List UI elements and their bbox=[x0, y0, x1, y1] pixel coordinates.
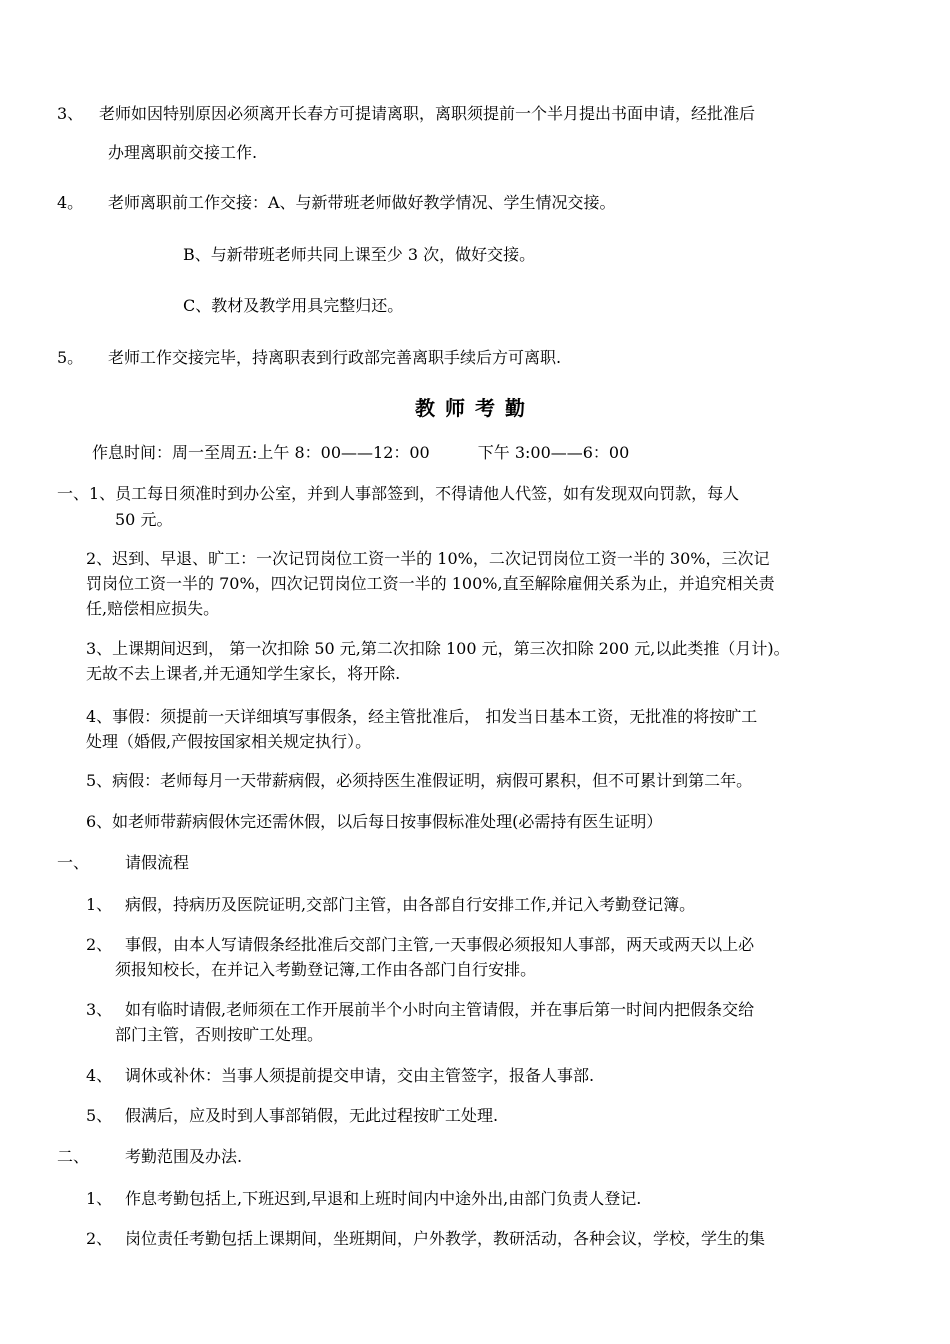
rule-5: 5、病假：老师每月一天带薪病假，必须持医生准假证明，病假可累积，但不可累计到第二年。 bbox=[86, 771, 753, 790]
scope-number: 二、 bbox=[57, 1147, 90, 1166]
leave-process-number: 一、 bbox=[57, 853, 90, 872]
item-5-number: 5。 bbox=[57, 348, 84, 367]
rule-4-line2: 处理（婚假,产假按国家相关规定执行）。 bbox=[86, 732, 372, 751]
leave-step-1-number: 1、 bbox=[86, 895, 113, 914]
rule-3-line1: 3、上课期间迟到， 第一次扣除 50 元,第二次扣除 100 元，第三次扣除 200 元,以此类推（月计)。 bbox=[86, 639, 790, 658]
rule-2-line1: 2、迟到、早退、旷工：一次记罚岗位工资一半的 10%，二次记罚岗位工资一半的 30%，三次记 bbox=[86, 549, 770, 568]
leave-step-2-line2: 须报知校长，在并记入考勤登记簿,工作由各部门自行安排。 bbox=[115, 960, 537, 979]
leave-step-2-line1: 事假，由本人写请假条经批准后交部门主管,一天事假必须报知人事部，两天或两天以上必 bbox=[125, 935, 755, 954]
item-5-text: 老师工作交接完毕，持离职表到行政部完善离职手续后方可离职. bbox=[108, 348, 562, 367]
leave-step-4: 调休或补休：当事人须提前提交申请，交由主管签字，报备人事部. bbox=[125, 1066, 595, 1085]
rule-2-line2: 罚岗位工资一半的 70%，四次记罚岗位工资一半的 100%,直至解除雇佣关系为止，并追究相关责 bbox=[86, 574, 775, 593]
rule-6: 6、如老师带薪病假休完还需休假，以后每日按事假标准处理(必需持有医生证明） bbox=[86, 812, 663, 831]
leave-step-3-number: 3、 bbox=[86, 1000, 113, 1019]
leave-step-5-number: 5、 bbox=[86, 1106, 113, 1125]
item-3-number: 3、 bbox=[57, 104, 84, 123]
section-title: 教师考勤 bbox=[415, 396, 535, 420]
rule-1-line2: 50 元。 bbox=[115, 510, 173, 529]
scope-item-1: 作息考勤包括上,下班迟到,早退和上班时间内中途外出,由部门负责人登记. bbox=[125, 1189, 642, 1208]
leave-step-3-line2: 部门主管，否则按旷工处理。 bbox=[115, 1025, 324, 1044]
item-3-text-line1: 老师如因特别原因必须离开长春方可提请离职，离职须提前一个半月提出书面申请，经批准后 bbox=[99, 104, 756, 123]
rule-4-line1: 4、事假：须提前一天详细填写事假条，经主管批准后， 扣发当日基本工资，无批准的将按旷工 bbox=[86, 707, 758, 726]
rule-1-line1: 一、1、员工每日须准时到办公室，并到人事部签到，不得请他人代签，如有发现双向罚款，每人 bbox=[57, 484, 740, 503]
rule-3-line2: 无故不去上课者,并无通知学生家长，将开除. bbox=[86, 664, 401, 683]
item-4-sub-b: B、与新带班老师共同上课至少 3 次，做好交接。 bbox=[183, 245, 536, 264]
item-4-text: 老师离职前工作交接：A、与新带班老师做好教学情况、学生情况交接。 bbox=[108, 193, 616, 212]
item-3-text-line2: 办理离职前交接工作. bbox=[108, 143, 258, 162]
item-4-sub-c: C、教材及教学用具完整归还。 bbox=[183, 296, 404, 315]
leave-step-3-line1: 如有临时请假,老师须在工作开展前半个小时向主管请假，并在事后第一时间内把假条交给 bbox=[125, 1000, 755, 1019]
scope-item-1-number: 1、 bbox=[86, 1189, 113, 1208]
leave-step-5: 假满后，应及时到人事部销假，无此过程按旷工处理. bbox=[125, 1106, 499, 1125]
leave-step-2-number: 2、 bbox=[86, 935, 113, 954]
scope-heading: 考勤范围及办法. bbox=[125, 1147, 243, 1166]
leave-process-heading: 请假流程 bbox=[125, 853, 190, 872]
rule-2-line3: 任,赔偿相应损失。 bbox=[86, 599, 220, 618]
leave-step-4-number: 4、 bbox=[86, 1066, 113, 1085]
scope-item-2-number: 2、 bbox=[86, 1229, 113, 1248]
scope-item-2: 岗位责任考勤包括上课期间，坐班期间，户外教学，教研活动，各种会议，学校，学生的集 bbox=[125, 1229, 766, 1248]
item-4-number: 4。 bbox=[57, 193, 84, 212]
work-schedule: 作息时间：周一至周五:上午 8：00——12：00 下午 3:00——6：00 bbox=[92, 443, 630, 462]
leave-step-1: 病假，持病历及医院证明,交部门主管，由各部自行安排工作,并记入考勤登记簿。 bbox=[125, 895, 696, 914]
